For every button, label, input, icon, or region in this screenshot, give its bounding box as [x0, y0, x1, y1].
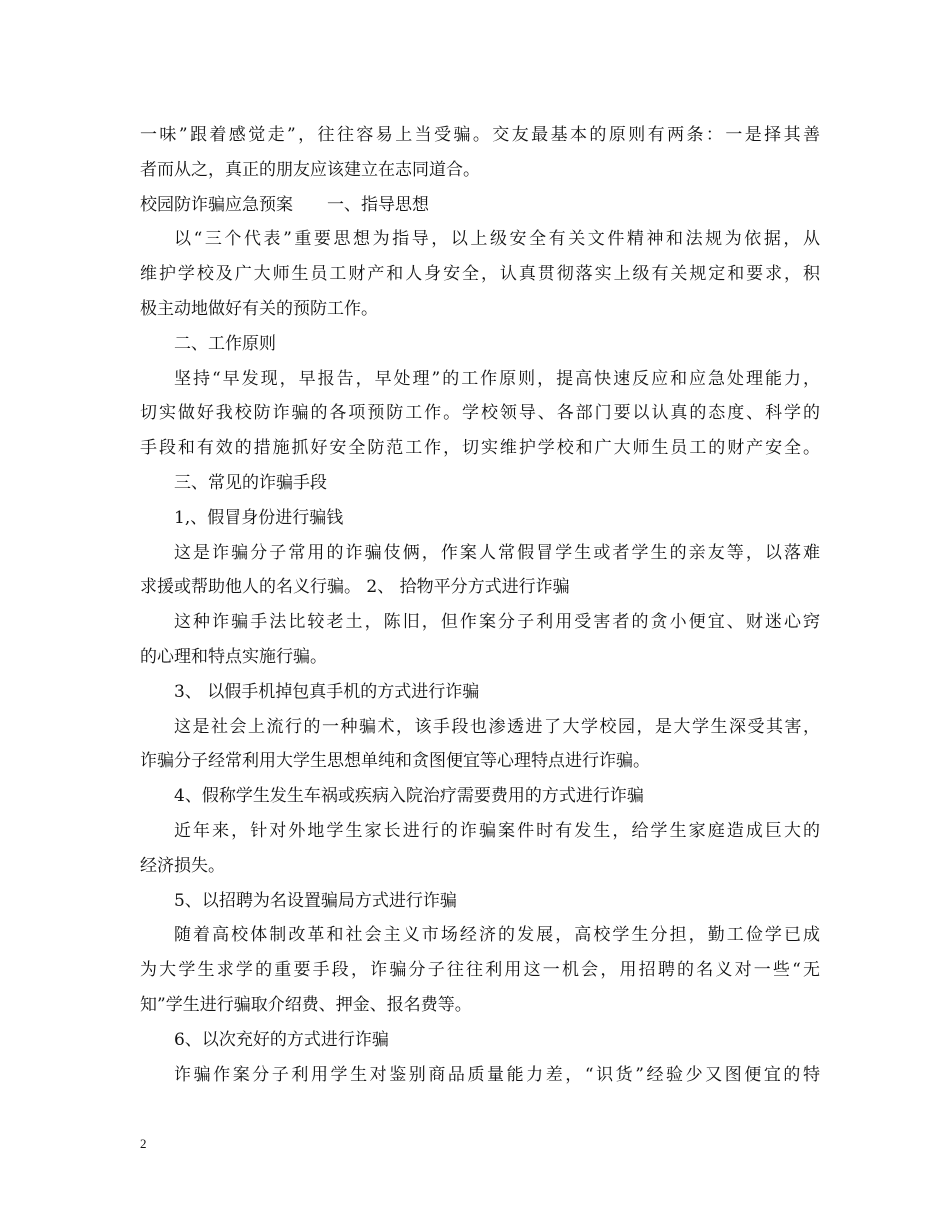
text-line: 近年来，针对外地学生家长进行的诈骗案件时有发生，给学生家庭造成巨大的	[174, 820, 820, 841]
text-line: 以“三个代表”重要思想为指导，以上级安全有关文件精神和法规为依据，从	[174, 229, 820, 250]
text-line: 这是社会上流行的一种骗术，该手段也渗透进了大学校园，是大学生深受其害，	[174, 716, 820, 737]
text-line: 校园防诈骗应急预案 一、指导思想	[140, 194, 429, 215]
text-line: 为大学生求学的重要手段，诈骗分子往往利用这一机会，用招聘的名义对一些“无	[140, 960, 820, 981]
text-line: 知”学生进行骗取介绍费、押金、报名费等。	[140, 994, 472, 1015]
text-line: 手段和有效的措施抓好安全防范工作，切实维护学校和广大师生员工的财产安全。	[140, 438, 820, 459]
text-line: 6、以次充好的方式进行诈骗	[174, 1029, 389, 1050]
text-line: 4、假称学生发生车祸或疾病入院治疗需要费用的方式进行诈骗	[174, 786, 644, 807]
text-line: 二、工作原则	[174, 333, 276, 354]
text-line: 随着高校体制改革和社会主义市场经济的发展，高校学生分担，勤工俭学已成	[174, 925, 820, 946]
text-line: 维护学校及广大师生员工财产和人身安全，认真贯彻落实上级有关规定和要求，积	[140, 264, 820, 285]
text-line: 一味”跟着感觉走”，往往容易上当受骗。交友最基本的原则有两条：一是择其善	[140, 125, 820, 145]
text-line: 经济损失。	[140, 855, 225, 876]
text-line: 者而从之，真正的朋友应该建立在志同道合。	[140, 159, 480, 180]
text-line: 1,、假冒身份进行骗钱	[174, 507, 344, 528]
text-line: 坚持“早发现，早报告，早处理”的工作原则，提高快速反应和应急处理能力，	[174, 368, 820, 389]
text-line: 诈骗分子经常利用大学生思想单纯和贪图便宜等心理特点进行诈骗。	[140, 751, 650, 772]
text-line: 3、 以假手机掉包真手机的方式进行诈骗	[174, 681, 480, 702]
text-line: 极主动地做好有关的预防工作。	[140, 298, 378, 319]
text-line: 5、以招聘为名设置骗局方式进行诈骗	[174, 890, 457, 911]
text-line: 求援或帮助他人的名义行骗。 2、 拾物平分方式进行诈骗	[140, 577, 570, 598]
document-body	[140, 118, 820, 1092]
text-line: 这种诈骗手法比较老土，陈旧，但作案分子利用受害者的贪小便宜、财迷心窍	[174, 612, 820, 633]
text-line: 的心理和特点实施行骗。	[140, 646, 327, 667]
text-line: 诈骗作案分子利用学生对鉴别商品质量能力差，“识货”经验少又图便宜的特	[174, 1064, 820, 1085]
text-line: 这是诈骗分子常用的诈骗伎俩，作案人常假冒学生或者学生的亲友等，以落难	[174, 542, 820, 563]
page-number: 2	[140, 1136, 147, 1151]
text-line: 三、常见的诈骗手段	[174, 472, 327, 493]
text-line: 切实做好我校防诈骗的各项预防工作。学校领导、各部门要以认真的态度、科学的	[140, 403, 820, 424]
